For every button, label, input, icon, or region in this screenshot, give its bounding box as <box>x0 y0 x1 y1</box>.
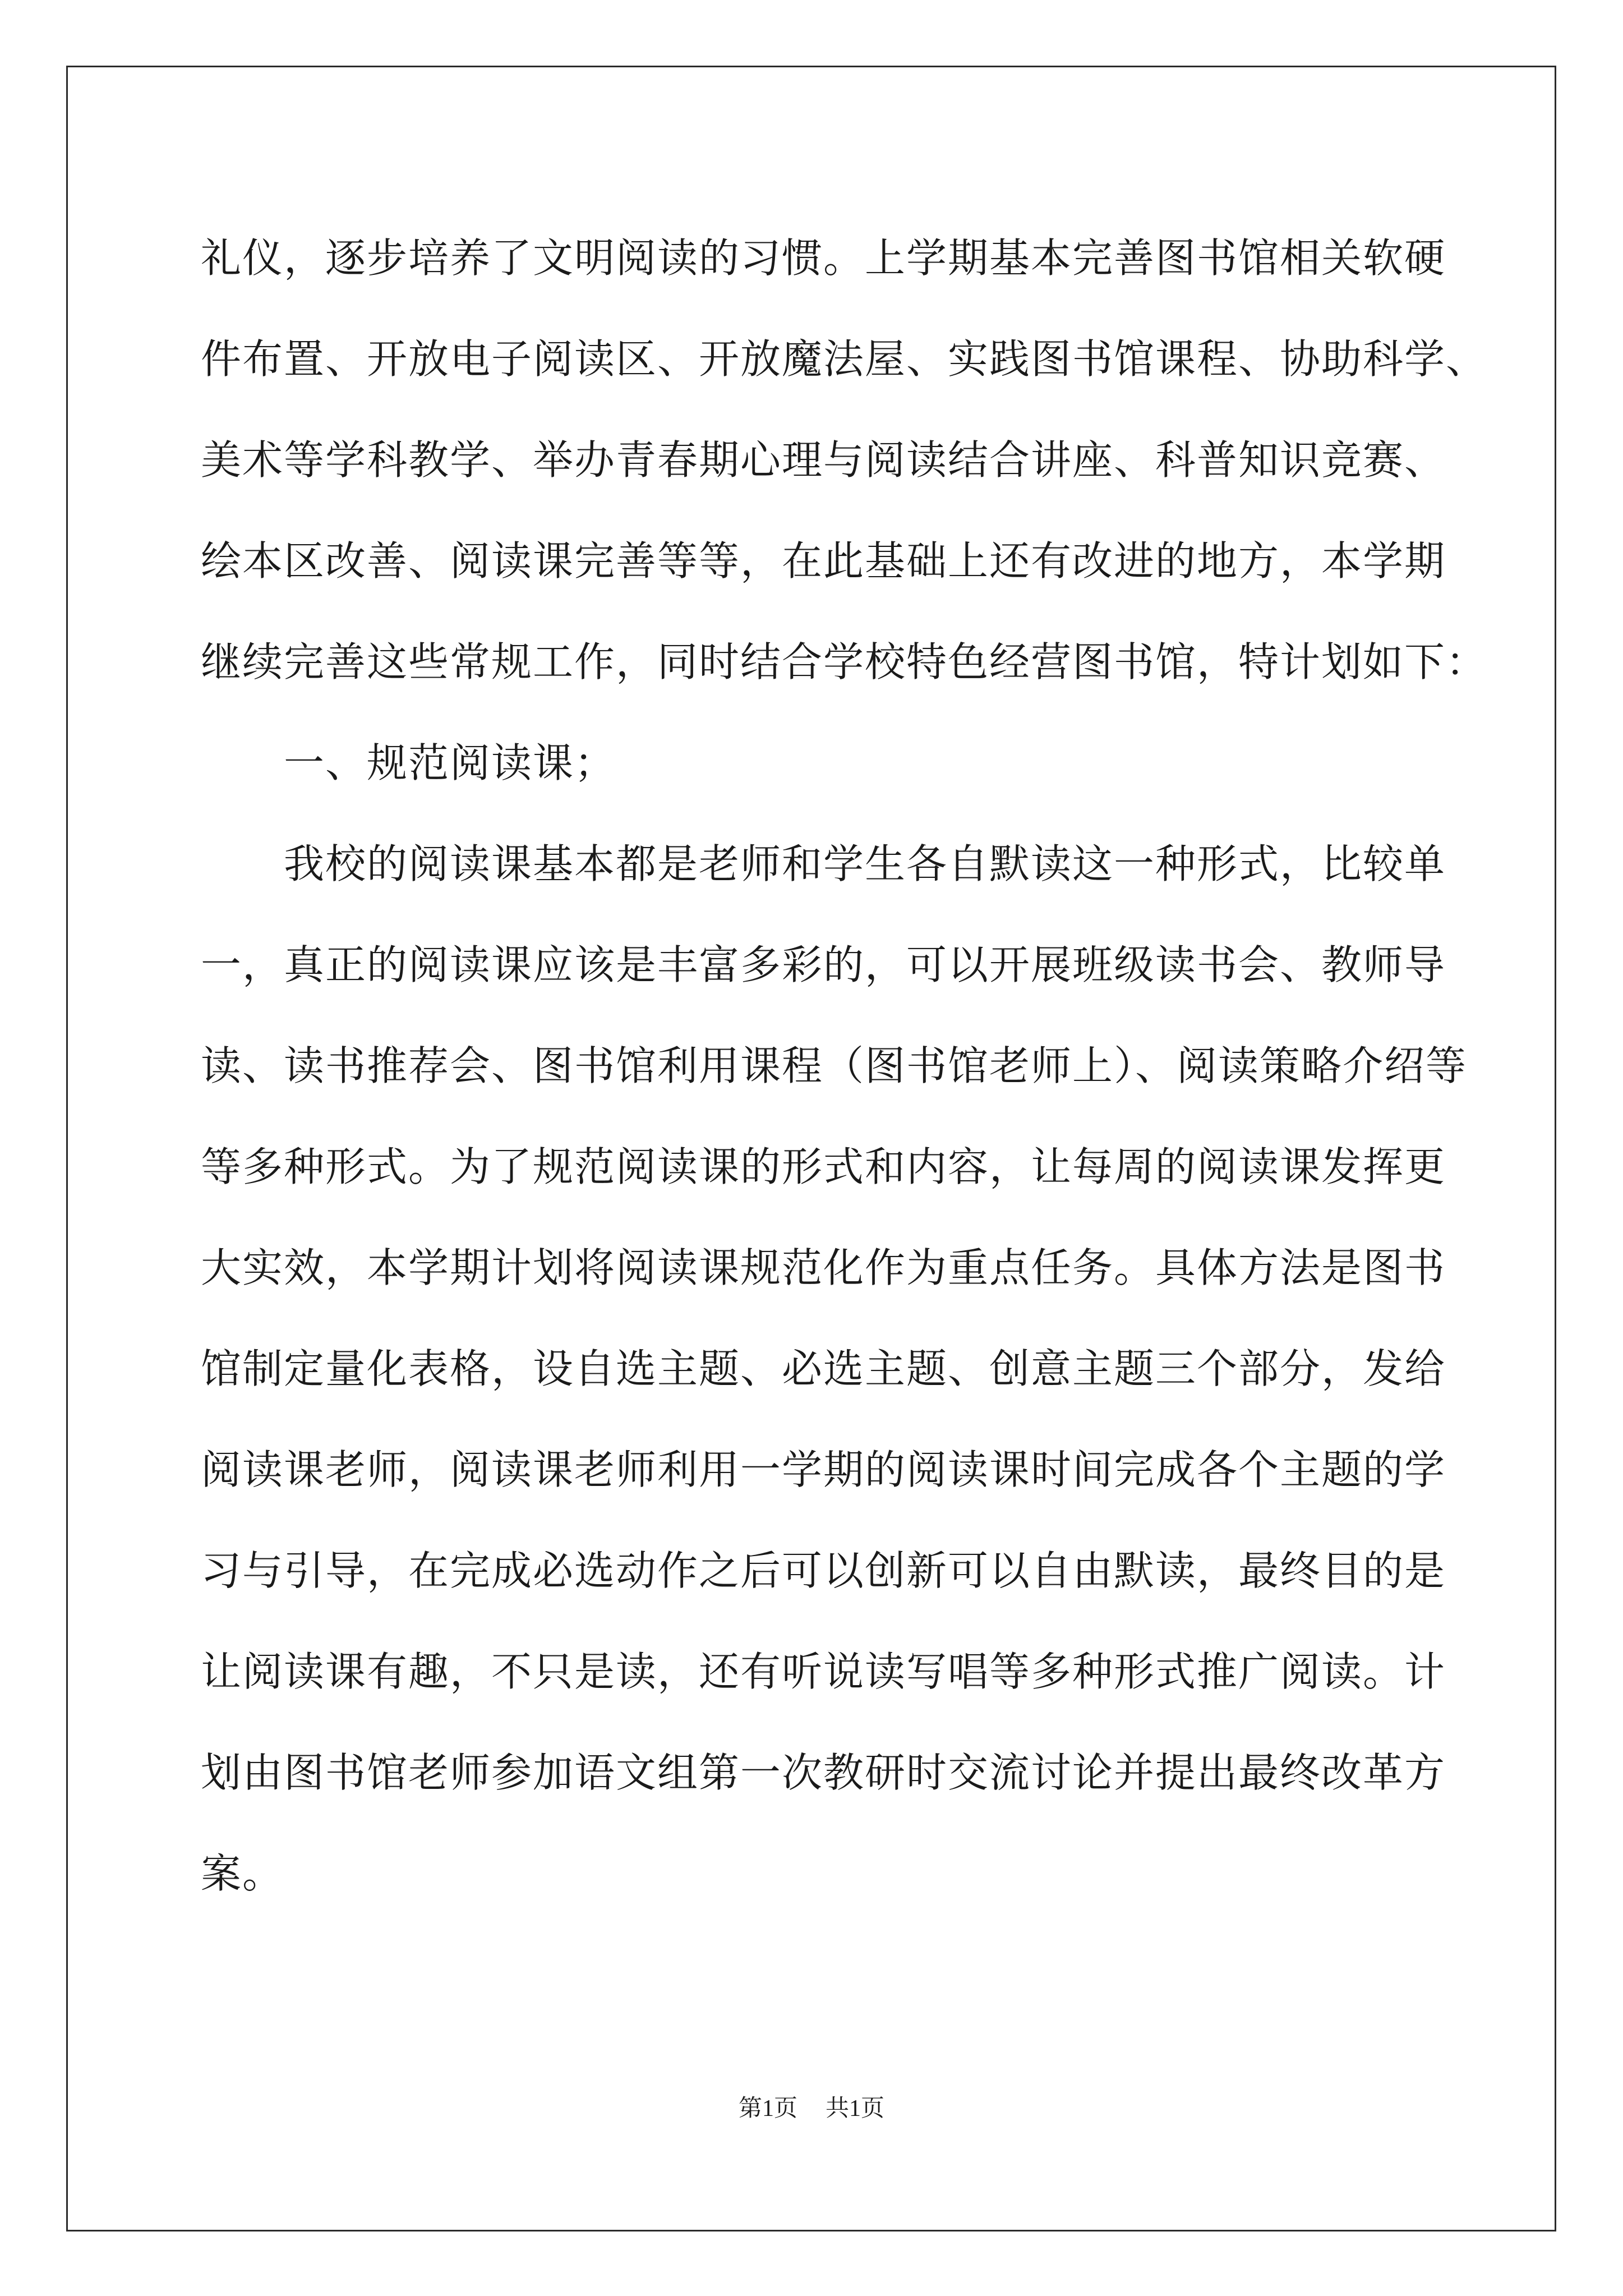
page-number: 第1页 <box>738 2096 797 2122</box>
text-line: 我校的阅读课基本都是老师和学生各自默读这一种形式，比较单 <box>201 840 1446 887</box>
page-footer <box>0 2090 1623 2123</box>
text-line: 绘本区改善、阅读课完善等等，在此基础上还有改进的地方，本学期 <box>201 537 1446 585</box>
text-line: 馆制定量化表格，设自选主题、必选主题、创意主题三个部分，发给 <box>201 1345 1446 1392</box>
text-line: 件布置、开放电子阅读区、开放魔法屋、实践图书馆课程、协助科学、 <box>201 335 1488 383</box>
text-line: 大实效，本学期计划将阅读课规范化作为重点任务。具体方法是图书 <box>201 1244 1446 1291</box>
document-body <box>201 208 1488 1924</box>
text-line: 等多种形式。为了规范阅读课的形式和内容，让每周的阅读课发挥更 <box>201 1143 1446 1190</box>
text-line: 案。 <box>201 1850 284 1897</box>
text-line: 阅读课老师，阅读课老师利用一学期的阅读课时间完成各个主题的学 <box>201 1446 1446 1493</box>
text-line: 划由图书馆老师参加语文组第一次教研时交流讨论并提出最终改革方 <box>201 1749 1446 1796</box>
text-line: 让阅读课有趣，不只是读，还有听说读写唱等多种形式推广阅读。计 <box>201 1648 1446 1695</box>
text-line: 一，真正的阅读课应该是丰富多彩的，可以开展班级读书会、教师导 <box>201 941 1446 988</box>
text-line: 礼仪，逐步培养了文明阅读的习惯。上学期基本完善图书馆相关软硬 <box>201 234 1446 282</box>
text-line: 继续完善这些常规工作，同时结合学校特色经营图书馆，特计划如下： <box>201 638 1488 685</box>
text-line: 读、读书推荐会、图书馆利用课程（图书馆老师上）、阅读策略介绍等 <box>201 1042 1468 1089</box>
text-line: 美术等学科教学、举办青春期心理与阅读结合讲座、科普知识竞赛、 <box>201 436 1446 484</box>
section-heading: 一、规范阅读课； <box>201 739 616 786</box>
text-line: 习与引导，在完成必选动作之后可以创新可以自由默读，最终目的是 <box>201 1547 1446 1594</box>
page-total: 共1页 <box>826 2096 885 2122</box>
